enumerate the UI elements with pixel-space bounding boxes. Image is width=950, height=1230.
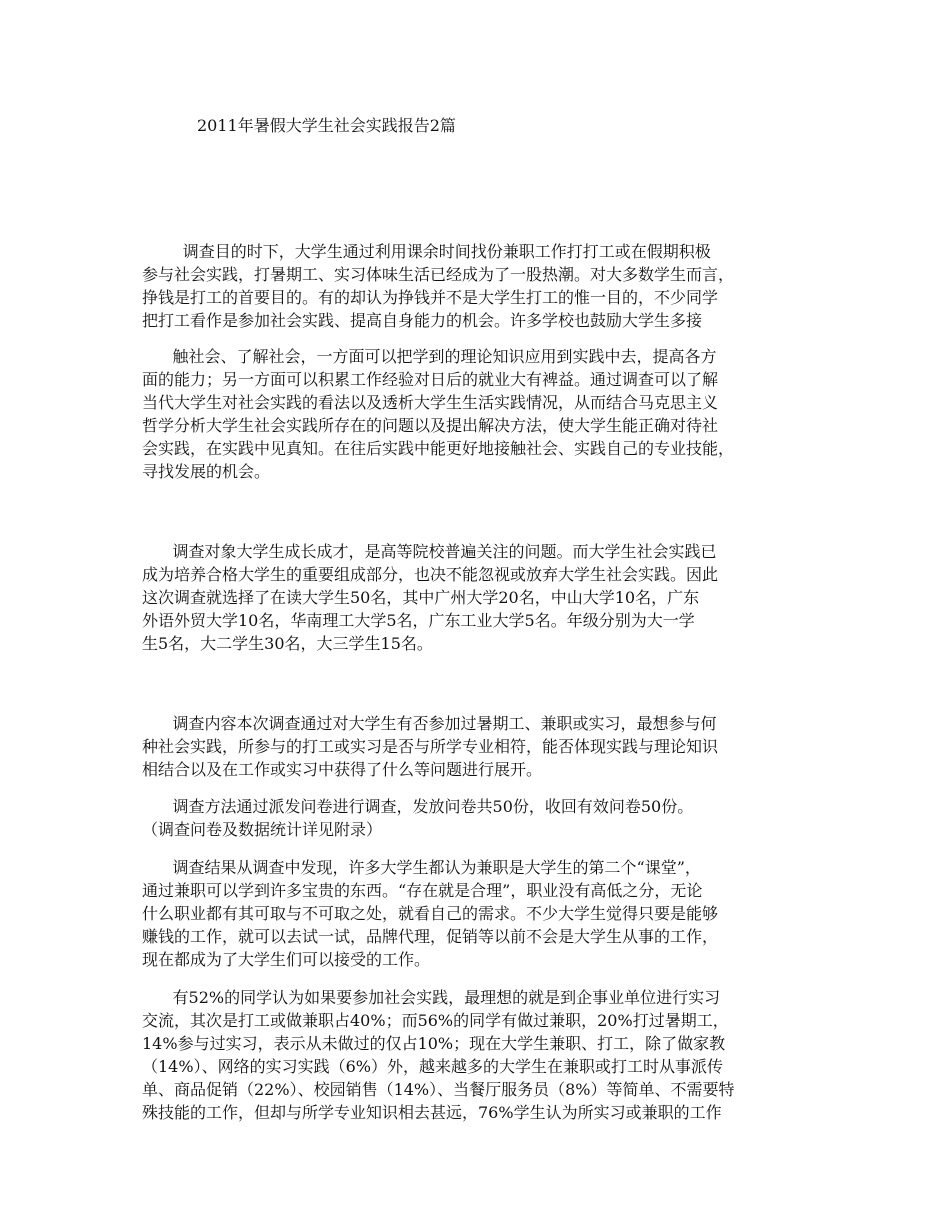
text-line: 交流，其次是打工或做兼职占40%；而56%的同学有做过兼职，20%打过暑期工， [142, 1011, 729, 1030]
text-line: 现在都成为了大学生们可以接受的工作。 [142, 950, 431, 969]
text-line: 调查方法通过派发问卷进行调查，发放问卷共50份，收回有效问卷50份。 [142, 797, 694, 816]
text-line: 调查内容本次调查通过对大学生有否参加过暑期工、兼职或实习，最想参与何 [142, 714, 717, 733]
text-line: 哲学分析大学生社会实践所存在的问题以及提出解决方法，使大学生能正确对待社 [142, 416, 719, 435]
paragraph-purpose [142, 240, 822, 332]
text-line: 有52%的同学认为如果要参加社会实践，最理想的就是到企事业单位进行实习 [142, 988, 721, 1007]
text-line: 什么职业都有其可取与不可取之处，就看自己的需求。不少大学生觉得只要是能够 [142, 904, 719, 923]
text-line: 把打工看作是参加社会实践、提高自身能力的机会。许多学校也鼓励大学生多接 [142, 311, 703, 330]
paragraph-results [142, 856, 822, 971]
text-line: 这次调查就选择了在读大学生50名，其中广州大学20名，中山大学10名，广东 [142, 588, 700, 607]
text-line: 寻找发展的机会。 [142, 462, 271, 481]
document-title: 2011年暑假大学生社会实践报告2篇 [197, 116, 456, 135]
text-line: 调查目的时下，大学生通过利用课余时间找份兼职工作打打工或在假期积极 [142, 242, 711, 261]
text-line: 参与社会实践，打暑期工、实习体味生活已经成为了一股热潮。对大多数学生而言， [142, 265, 735, 284]
text-line: 14%参与过实习，表示从未做过的仅占10%；现在大学生兼职、打工，除了做家教 [142, 1034, 726, 1053]
text-line: 赚钱的工作，就可以去试一试，品牌代理，促销等以前不会是大学生从事的工作， [142, 927, 719, 946]
text-line: （调查问卷及数据统计详见附录） [142, 820, 383, 839]
paragraph-statistics [142, 986, 822, 1124]
text-line: 外语外贸大学10名，华南理工大学5名，广东工业大学5名。年级分别为大一学 [142, 611, 695, 630]
text-line: 相结合以及在工作或实习中获得了什么等问题进行展开。 [142, 760, 543, 779]
text-line: 成为培养合格大学生的重要组成部分，也决不能忽视或放弃大学生社会实践。因此 [142, 565, 719, 584]
paragraph-method [142, 795, 822, 841]
text-line: 面的能力；另一方面可以积累工作经验对日后的就业大有裨益。通过调查可以了解 [142, 370, 719, 389]
text-line: 挣钱是打工的首要目的。有的却认为挣钱并不是大学生打工的惟一目的，不少同学 [142, 288, 719, 307]
text-line: 殊技能的工作，但却与所学专业知识相去甚远，76%学生认为所实习或兼职的工作 [142, 1103, 722, 1122]
text-line: 调查结果从调查中发现，许多大学生都认为兼职是大学生的第二个“课堂”， [142, 858, 701, 877]
text-line: （14%）、网络的实习实践（6%）外，越来越多的大学生在兼职或打工时从事派传 [142, 1057, 723, 1076]
text-line: 单、商品促销（22%）、校园销售（14%）、当餐厅服务员（8%）等简单、不需要特 [142, 1080, 735, 1099]
text-line: 会实践，在实践中见真知。在往后实践中能更好地接触社会、实践自己的专业技能， [142, 439, 735, 458]
paragraph-content [142, 712, 822, 781]
paragraph-purpose-continued [142, 345, 822, 483]
text-line: 生5名，大二学生30名，大三学生15名。 [142, 634, 433, 653]
text-line: 当代大学生对社会实践的看法以及透析大学生生活实践情况，从而结合马克思主义 [142, 393, 719, 412]
text-line: 种社会实践，所参与的打工或实习是否与所学专业相符，能否体现实践与理论知识 [142, 737, 719, 756]
text-line: 通过兼职可以学到许多宝贵的东西。“存在就是合理”，职业没有高低之分，无论 [142, 881, 703, 900]
text-line: 调查对象大学生成长成才，是高等院校普遍关注的问题。而大学生社会实践已 [142, 542, 717, 561]
text-line: 触社会、了解社会，一方面可以把学到的理论知识应用到实践中去，提高各方 [142, 347, 717, 366]
paragraph-subjects [142, 540, 822, 655]
